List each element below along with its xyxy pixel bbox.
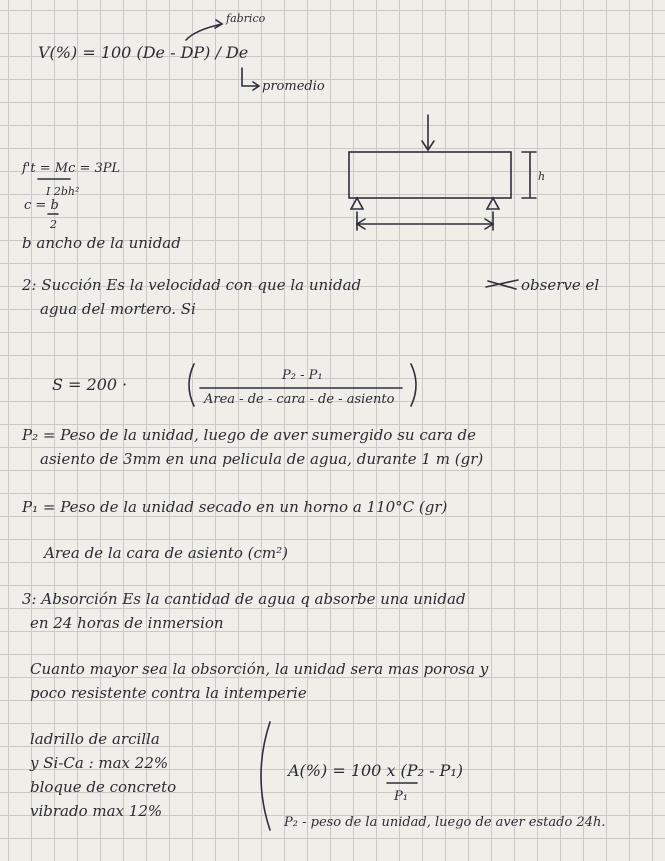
absorption-formula: A(%) = 100 x (P₂ - P₁) <box>288 761 463 780</box>
s-formula-left-paren <box>189 364 194 406</box>
note-porosity-line1: Cuanto mayor sea la obsorción, la unidad sera mas porosa y <box>30 660 489 678</box>
note-void-formula: V(%) = 100 (De - DP) / De <box>38 43 249 62</box>
note-limit-clay-value: y Si-Ca : max 22% <box>30 754 169 772</box>
s-formula-right-paren <box>411 364 416 406</box>
note-c-denominator: 2 <box>50 218 57 231</box>
note-c-equals: c = b <box>24 198 59 213</box>
height-dimension <box>522 152 536 198</box>
note-succion-line2: agua del mortero. Si <box>40 300 196 318</box>
note-flexure-formula: f't = Mc = 3PL <box>22 161 121 176</box>
crossed-out-word <box>486 280 518 289</box>
s-formula-denominator: Area - de - cara - de - asiento <box>204 392 395 407</box>
note-succion-title: 2: Succión Es la velocidad con que la unidad <box>22 276 362 294</box>
left-support-triangle <box>351 198 363 209</box>
span-extension-lines <box>357 212 493 230</box>
note-limit-block: bloque de concreto <box>30 778 177 796</box>
note-absorcion-line2: en 24 horas de inmersion <box>30 614 224 632</box>
note-limit-clay: ladrillo de arcilla <box>30 730 160 748</box>
note-succion-title-end: observe el <box>521 276 600 294</box>
s-formula-lhs: S = 200 · <box>52 375 128 394</box>
note-porosity-line2: poco resistente contra la intemperie <box>30 684 307 702</box>
absorption-formula-denominator: P₁ <box>394 789 408 804</box>
note-area-definition: Area de la cara de asiento (cm²) <box>44 544 288 562</box>
note-b-definition: b ancho de la unidad <box>22 234 181 252</box>
note-fabrico: fabrico <box>226 12 266 25</box>
note-flexure-denominator: I 2bh² <box>46 185 80 198</box>
note-p2-definition: P₂ = Peso de la unidad, luego de aver sumergido su cara de <box>22 426 477 444</box>
note-p2-definition-cont: asiento de 3mm en una pelicula de agua, durante 1 m (gr) <box>40 450 484 468</box>
note-absorcion-title: 3: Absorción Es la cantidad de agua q absorbe una unidad <box>22 590 466 608</box>
beam-height-label: h <box>538 170 546 183</box>
absorption-bracket <box>261 722 270 830</box>
note-p2-absorption: P₂ - peso de la unidad, luego de aver estado 24h. <box>284 815 606 830</box>
note-p1-definition: P₁ = Peso de la unidad secado en un horno a 110°C (gr) <box>22 498 448 516</box>
note-limit-block-value: vibrado max 12% <box>30 802 163 820</box>
right-support-triangle <box>487 198 499 209</box>
s-formula-numerator: P₂ - P₁ <box>282 368 323 383</box>
note-promedio: promedio <box>262 79 325 94</box>
beam-rectangle <box>349 152 511 198</box>
